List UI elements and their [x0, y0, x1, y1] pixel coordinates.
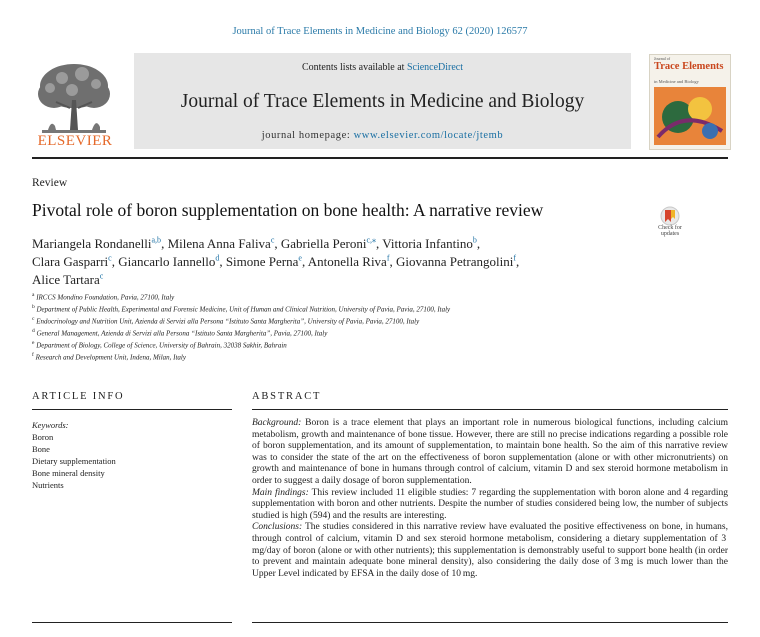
header-rule — [32, 157, 728, 159]
journal-citation[interactable]: Journal of Trace Elements in Medicine and Biology 62 (2020) 126577 — [232, 26, 528, 37]
author-separator: , — [516, 254, 520, 270]
homepage-prefix: journal homepage: — [261, 130, 354, 141]
author-affiliation-marker[interactable]: f — [386, 254, 390, 263]
author-name[interactable]: Gabriella Peroni — [280, 236, 367, 252]
author-affiliation-marker[interactable]: c — [99, 272, 104, 281]
affiliation-e — [32, 340, 287, 349]
affiliation-c — [32, 316, 419, 325]
author-affiliation-marker[interactable]: e — [298, 254, 302, 263]
author-separator: , — [274, 236, 281, 252]
affiliation-f — [32, 352, 186, 361]
author-separator: , — [219, 254, 226, 270]
author[interactable] — [32, 272, 103, 287]
abstract-heading: ABSTRACT — [252, 391, 322, 402]
abstract-findings — [252, 488, 728, 523]
elsevier-wordmark: ELSEVIER — [37, 133, 113, 149]
author-separator: , — [301, 254, 308, 270]
author-name[interactable]: Simone Perna — [225, 254, 299, 270]
affiliation-d — [32, 328, 327, 337]
author-name[interactable]: Giovanna Petrangolini — [396, 254, 514, 270]
cover-artwork — [654, 87, 726, 145]
abstract-body — [252, 418, 728, 580]
abstract-rule — [252, 409, 728, 410]
keywords-label: Keywords: — [32, 420, 69, 430]
badge-line-2: updates — [660, 231, 680, 237]
author-separator: , — [476, 236, 481, 252]
affiliation-text: General Management, Azienda di Servizi alla Persona “Istituto Santa Margherita”, Pavia, 27100, Italy — [36, 329, 328, 338]
article-title: Pivotal role of boron supplementation on bone health: A narrative review — [32, 200, 544, 220]
author-name[interactable]: Clara Gasparri — [32, 254, 109, 270]
author-affiliation-marker[interactable]: c — [108, 254, 112, 263]
author-separator: , — [389, 254, 397, 270]
keyword-item[interactable]: Dietary supplementation — [32, 456, 116, 466]
affiliation-key: e — [32, 340, 35, 346]
article-info-rule — [32, 409, 232, 410]
affiliation-key: d — [32, 328, 35, 334]
affiliation-key: b — [32, 304, 35, 310]
contents-line — [134, 62, 631, 73]
keyword-item[interactable]: Bone mineral density — [32, 468, 105, 478]
affiliation-text: Research and Development Unit, Indena, Milan, Italy — [35, 353, 186, 362]
affiliation-text: Department of Public Health, Experimental and Forensic Medicine, Unit of Human and Clinical Nutrition, University of Pavia, Pavia, 27100, Italy — [36, 305, 451, 314]
author-name[interactable]: Milena Anna Faliva — [167, 236, 271, 252]
sciencedirect-link[interactable]: ScienceDirect — [406, 62, 464, 73]
affiliation-b — [32, 304, 450, 313]
affiliation-key: f — [32, 352, 34, 358]
abstract-background — [252, 418, 728, 488]
abstract-conclusions — [252, 522, 728, 580]
affiliation-text: IRCCS Mondino Foundation, Pavia, 27100, Italy — [36, 293, 175, 302]
keyword-item[interactable]: Nutrients — [32, 480, 64, 490]
cover-title: Trace Elements — [654, 61, 724, 72]
check-for-updates-label[interactable] — [646, 225, 694, 237]
journal-banner — [134, 53, 631, 149]
abstract-bottom-rule — [252, 622, 728, 623]
article-type: Review — [32, 177, 68, 189]
author-separator: , — [111, 254, 119, 270]
background-label: Background: — [252, 418, 302, 428]
author-line-3 — [32, 268, 652, 289]
homepage-line — [134, 130, 631, 141]
cover-subtitle: in Medicine and Biology — [654, 79, 699, 84]
journal-cover[interactable] — [649, 54, 731, 150]
journal-homepage-link[interactable]: www.elsevier.com/locate/jtemb — [353, 130, 504, 141]
author-separator: , — [161, 236, 168, 252]
author-affiliation-marker[interactable]: c — [270, 236, 275, 245]
badge-line-1: Check for — [658, 225, 682, 231]
conclusions-label: Conclusions: — [252, 522, 303, 533]
affiliation-key: c — [32, 316, 35, 322]
author-affiliation-marker[interactable]: c,⁎ — [366, 236, 377, 245]
background-text: Boron is a trace element that plays an important role in numerous biological functions, including calcium metabolism, growth and maintenance of bone tissue. However, there are still no precise indications regarding a possible role of boron supplementation, and its amount of supplementation, to maintain bone health. So the aim of this narrative review was to consider the state of the art on the effectiveness of boron supplementation (alone or with other micronutrients) on growth and maintenance of bone in humans through control of calcium, vitamin D and sex steroid hormone metabolism in order to suggest a daily dosage of boron supplementation. — [252, 418, 728, 486]
contents-prefix: Contents lists available at — [301, 62, 407, 73]
article-info-heading: ARTICLE INFO — [32, 391, 125, 402]
author-name[interactable]: Alice Tartara — [32, 272, 100, 288]
affiliation-text: Department of Biology, College of Science, University of Bahrain, 32038 Sakhir, Bahrain — [36, 341, 287, 350]
article-info-bottom-rule — [32, 622, 232, 623]
author-affiliation-marker[interactable]: b — [472, 236, 477, 245]
conclusions-text: The studies considered in this narrative review have evaluated the positive effectiveness on bone, in humans, through control of calcium, vitamin D and sex steroid hormone metabolism, considering a dietary supplementation of 3 mg/day of boron (alone or with other nutrients); this supplementation is demonstrably useful to support bone health (in order to prevent and maintain adequate bone mineral density), also considering the daily dose of 3 mg is much lower than the Upper Level indicated by EFSA in the daily dose of 10 mg. — [252, 522, 728, 579]
affiliation-a — [32, 292, 174, 301]
affiliation-text: Endocrinology and Nutrition Unit, Azienda di Servizi alla Persona “Istituto Santa Margherita”, University of Pavia, Pavia, 27100, Italy — [36, 317, 420, 326]
author-affiliation-marker[interactable]: f — [513, 254, 517, 263]
author-affiliation-marker[interactable]: a,b — [151, 236, 162, 245]
author-name[interactable]: Vittoria Infantino — [382, 236, 473, 252]
journal-name: Journal of Trace Elements in Medicine and Biology — [180, 91, 585, 112]
affiliation-key: a — [32, 292, 35, 298]
author-affiliation-marker[interactable]: d — [215, 254, 220, 263]
keyword-item[interactable]: Boron — [32, 432, 54, 442]
author-name[interactable]: Antonella Riva — [307, 254, 387, 270]
author-separator: , — [376, 236, 383, 252]
keyword-item[interactable]: Bone — [32, 444, 50, 454]
cover-small-text: Journal of — [654, 56, 671, 61]
findings-text: This review included 11 eligible studies: 7 regarding the supplementation with boron alone and 4 regarding supplementation with boron and other nutrients. Despite the number of studies considered being low, the number of subjects studied is high (594) and the results are interesting. — [252, 487, 729, 521]
author-name[interactable]: Mariangela Rondanelli — [32, 236, 152, 252]
findings-label: Main findings: — [252, 487, 309, 498]
author-name[interactable]: Giancarlo Iannello — [118, 254, 216, 270]
